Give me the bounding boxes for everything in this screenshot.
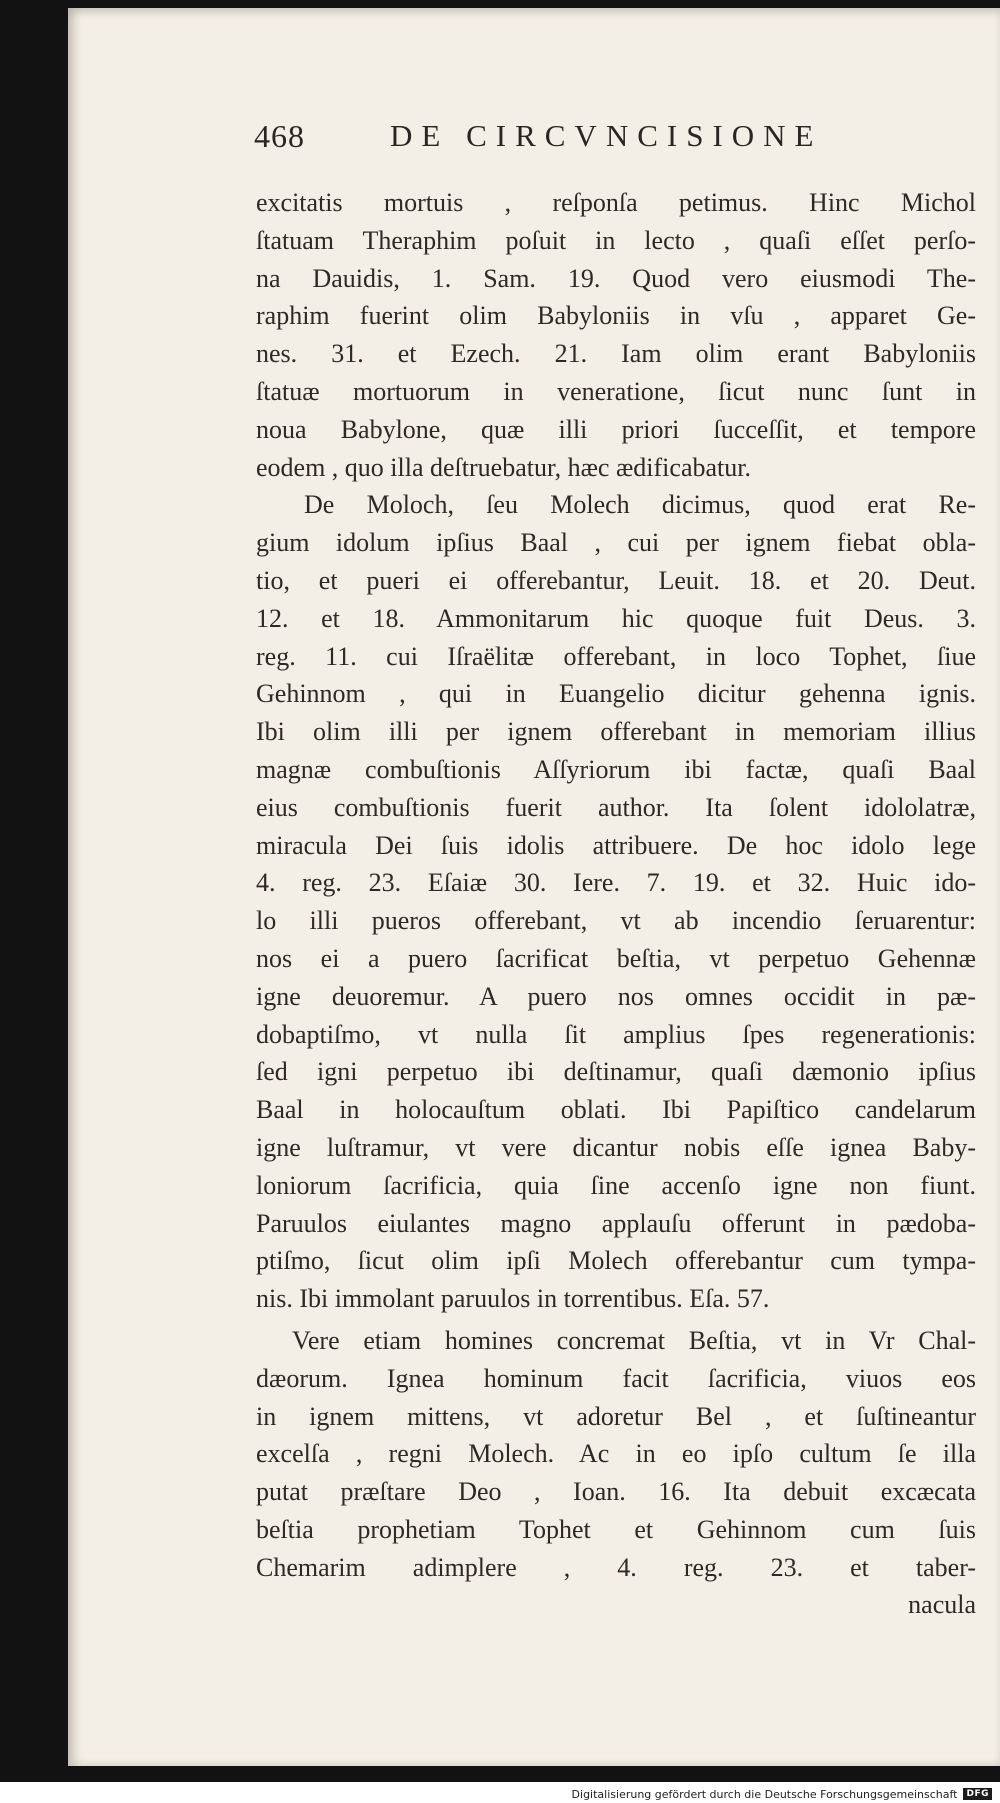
text-line: reg. 11. cui Iſraëlitæ offerebant, in loco Tophet, ſiue [256, 641, 976, 671]
text-line: nes. 31. et Ezech. 21. Iam olim erant Babyloniis [256, 339, 976, 369]
text-line: ſed igni perpetuo ibi deſtinamur, quaſi dæmonio ipſius [256, 1057, 976, 1087]
text-line: miracula Dei ſuis idolis attribuere. De hoc idolo lege [256, 830, 976, 860]
text-line: ſtatuæ mortuorum in veneratione, ſicut nunc ſunt in [256, 376, 976, 406]
text-line: eodem , quo illa deſtruebatur, hæc ædificabatur. [256, 452, 751, 482]
text-line: nos ei a puero ſacrificat beſtia, vt perpetuo Gehennæ [256, 943, 976, 973]
page-number: 468 [254, 118, 305, 154]
text-line: dæorum. Ignea hominum facit ſacrificia, viuos eos [256, 1363, 976, 1393]
digitization-credit [572, 1786, 992, 1802]
text-line: lo illi pueros offerebant, vt ab incendio ſeruarentur: [256, 906, 976, 936]
text-line: ptiſmo, ſicut olim ipſi Molech offerebantur cum tympa- [256, 1246, 976, 1276]
text-line: loniorum ſacrificia, quia ſine accenſo igne non fiunt. [256, 1170, 976, 1200]
text-line: Gehinnom , qui in Euangelio dicitur gehenna ignis. [256, 679, 976, 709]
text-line: ſtatuam Theraphim poſuit in lecto , quaſi eſſet perſo- [256, 225, 976, 255]
text-line: Vere etiam homines concremat Beſtia, vt in Vr Chal- [292, 1325, 976, 1355]
running-title: DE CIRCVNCISIONE [390, 118, 823, 153]
text-line: excelſa , regni Molech. Ac in eo ipſo cultum ſe illa [256, 1439, 976, 1469]
page-header [254, 118, 854, 162]
text-line: na Dauidis, 1. Sam. 19. Quod vero eiusmodi The- [256, 263, 976, 293]
catchword: nacula [908, 1590, 976, 1620]
text-line: gium idolum ipſius Baal , cui per ignem fiebat obla- [256, 528, 976, 558]
text-line: dobaptiſmo, vt nulla ſit amplius ſpes regenerationis: [256, 1019, 976, 1049]
text-line: Paruulos eiulantes magno applauſu offerunt in pædoba- [256, 1208, 976, 1238]
text-line: igne deuoremur. A puero nos omnes occidit in pæ- [256, 981, 976, 1011]
dfg-logo: DFG [963, 1788, 992, 1800]
text-line: De Moloch, ſeu Molech dicimus, quod erat Re- [304, 490, 976, 520]
text-line: Ibi olim illi per ignem offerebant in memoriam illius [256, 717, 976, 747]
text-line: 12. et 18. Ammonitarum hic quoque fuit Deus. 3. [256, 603, 976, 633]
text-line: putat præſtare Deo , Ioan. 16. Ita debuit excæcata [256, 1477, 976, 1507]
text-line: tio, et pueri ei offerebantur, Leuit. 18. et 20. Deut. [256, 565, 976, 595]
text-line: raphim fuerint olim Babyloniis in vſu , apparet Ge- [256, 301, 976, 331]
text-line: excitatis mortuis , reſponſa petimus. Hinc Michol [256, 188, 976, 217]
text-line: eius combuſtionis fuerit author. Ita ſolent idololatræ, [256, 792, 976, 822]
text-line: igne luſtramur, vt vere dicantur nobis eſſe ignea Baby- [256, 1132, 976, 1162]
text-line: Chemarim adimplere , 4. reg. 23. et taber- [256, 1552, 976, 1582]
body-text [256, 184, 976, 1624]
text-line: magnæ combuſtionis Aſſyriorum ibi factæ, quaſi Baal [256, 754, 976, 784]
text-line: in ignem mittens, vt adoretur Bel , et ſuſtineantur [256, 1401, 976, 1431]
text-line: beſtia prophetiam Tophet et Gehinnom cum ſuis [256, 1514, 976, 1544]
text-line: nis. Ibi immolant paruulos in torrentibus. Eſa. 57. [256, 1284, 770, 1314]
text-line: noua Babylone, quæ illi priori ſucceſſit, et tempore [256, 414, 976, 444]
credit-text: Digitalisierung gefördert durch die Deutsche Forschungsgemeinschaft [571, 1787, 958, 1801]
text-line: 4. reg. 23. Eſaiæ 30. Iere. 7. 19. et 32. Huic ido- [256, 868, 976, 898]
text-line: Baal in holocauſtum oblati. Ibi Papiſtico candelarum [256, 1095, 976, 1125]
